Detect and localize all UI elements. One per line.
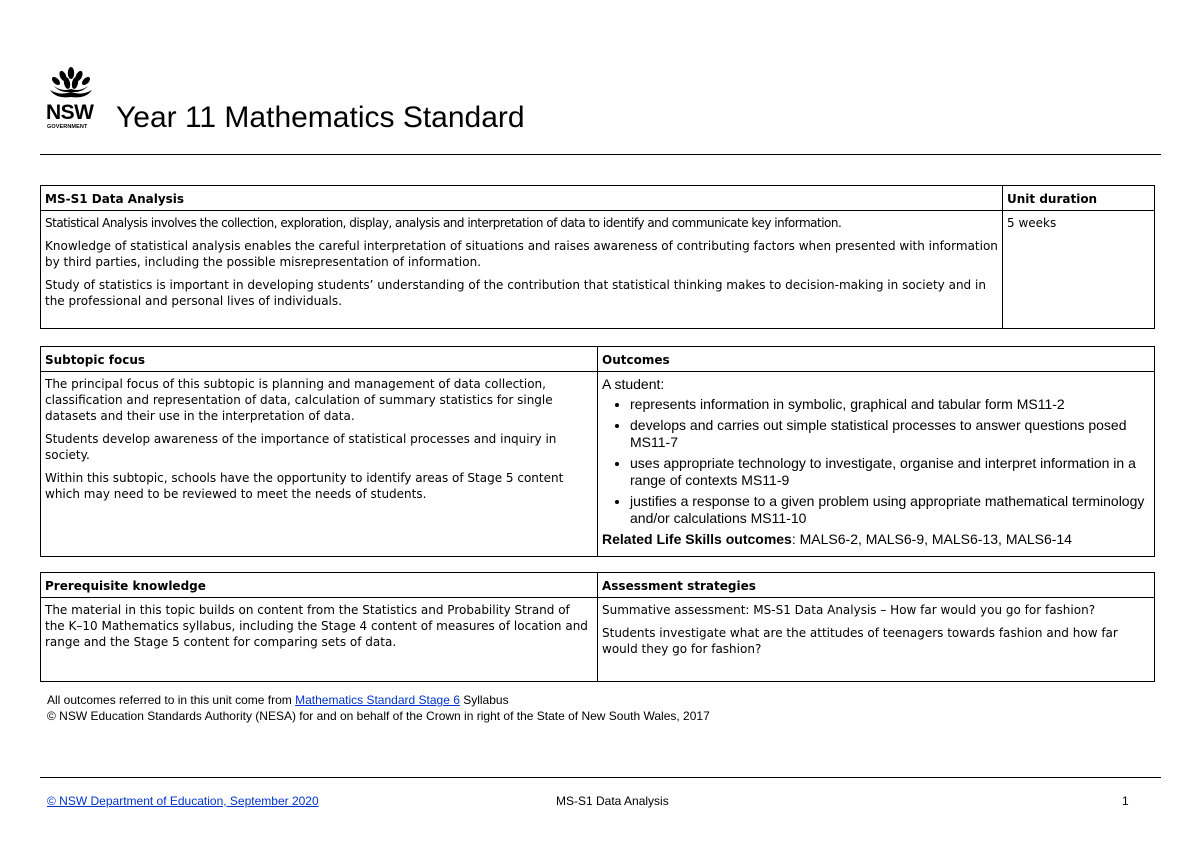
outcome-item: • represents information in symbolic, graphical and tabular form MS11-2 xyxy=(630,396,1150,413)
unit-paragraph: Study of statistics is important in developing students’ understanding of the contribution that statistical thinking makes to decision-making in society and in the professional and personal lives of individuals. xyxy=(45,278,986,308)
prerequisite-label: Prerequisite knowledge xyxy=(41,573,598,598)
logo-nsw-text: NSW xyxy=(46,101,94,124)
syllabus-reference-prefix: All outcomes referred to in this unit come from xyxy=(47,693,296,707)
logo-government-text: GOVERNMENT xyxy=(47,124,88,130)
subtopic-focus-content xyxy=(41,372,598,557)
prerequisite-text: The material in this topic builds on content from the Statistics and Probability Strand of the K–10 Mathematics syllabus, including the Stage 4 content of measures of location and range and the Stage 5 content for comparing sets of data. xyxy=(45,603,588,649)
syllabus-reference xyxy=(47,692,710,708)
footer-divider xyxy=(40,777,1161,778)
subtopic-paragraph: Within this subtopic, schools have the opportunity to identify areas of Stage 5 content which may need to be reviewed to meet the needs of students. xyxy=(45,471,564,501)
unit-duration-value: 5 weeks xyxy=(1003,211,1155,329)
copyright-notice: © NSW Education Standards Authority (NESA) for and on behalf of the Crown in right of the State of New South Wales, 2017 xyxy=(47,709,710,723)
outcome-item: • uses appropriate technology to investigate, organise and interpret information in a range of contexts MS11-9 xyxy=(630,455,1150,489)
related-life-skills-label: Related Life Skills outcomes xyxy=(602,531,792,547)
assessment-paragraph: Students investigate what are the attitudes of teenagers towards fashion and how far would they go for fashion? xyxy=(602,626,1118,656)
outcome-item: • justifies a response to a given problem using appropriate mathematical terminology and/or calculations MS11-10 xyxy=(630,493,1150,527)
prerequisite-assessment-table xyxy=(40,572,1155,682)
outcome-item: • develops and carries out simple statistical processes to answer questions posed MS11-7 xyxy=(630,417,1150,451)
unit-overview-table xyxy=(40,185,1155,329)
outcomes-content xyxy=(598,372,1155,557)
unit-paragraph: Knowledge of statistical analysis enables the careful interpretation of situations and raises awareness of contributing factors when presented with information by third parties, including the possible misrepresentation of information. xyxy=(45,239,998,269)
nsw-government-logo xyxy=(46,66,116,134)
footer-unit-title: MS-S1 Data Analysis xyxy=(556,794,669,808)
syllabus-notes xyxy=(47,692,710,724)
waratah-icon xyxy=(46,66,96,102)
unit-paragraph: Statistical Analysis involves the collection, exploration, display, analysis and interpretation of data to identify and communicate key information. xyxy=(45,216,842,230)
subtopic-focus-label: Subtopic focus xyxy=(41,347,598,372)
unit-duration-label: Unit duration xyxy=(1003,186,1155,211)
related-life-skills-value: : MALS6-2, MALS6-9, MALS6-13, MALS6-14 xyxy=(791,531,1072,547)
syllabus-link[interactable]: Mathematics Standard Stage 6 xyxy=(295,693,460,707)
outcomes-label: Outcomes xyxy=(598,347,1155,372)
unit-title: MS-S1 Data Analysis xyxy=(41,186,1003,211)
subtopic-paragraph: The principal focus of this subtopic is planning and management of data collection, classification and representation of data, calculation of summary statistics for single datasets and their use in the interpretation of data. xyxy=(45,377,553,423)
header-divider xyxy=(40,154,1161,155)
outcomes-list xyxy=(602,396,1150,527)
page-number: 1 xyxy=(1122,794,1129,808)
outcomes-intro: A student: xyxy=(602,376,665,392)
assessment-paragraph: Summative assessment: MS-S1 Data Analysis – How far would you go for fashion? xyxy=(602,603,1096,617)
assessment-content xyxy=(598,598,1155,682)
department-link[interactable]: © NSW Department of Education, September 2020 xyxy=(47,794,319,808)
document-title: Year 11 Mathematics Standard xyxy=(116,101,525,134)
page-header xyxy=(40,66,1161,156)
unit-description xyxy=(41,211,1003,329)
syllabus-reference-suffix: Syllabus xyxy=(459,693,509,707)
prerequisite-content xyxy=(41,598,598,682)
related-life-skills xyxy=(602,531,1150,548)
subtopic-paragraph: Students develop awareness of the importance of statistical processes and inquiry in society. xyxy=(45,432,557,462)
subtopic-outcomes-table xyxy=(40,346,1155,557)
assessment-label: Assessment strategies xyxy=(598,573,1155,598)
